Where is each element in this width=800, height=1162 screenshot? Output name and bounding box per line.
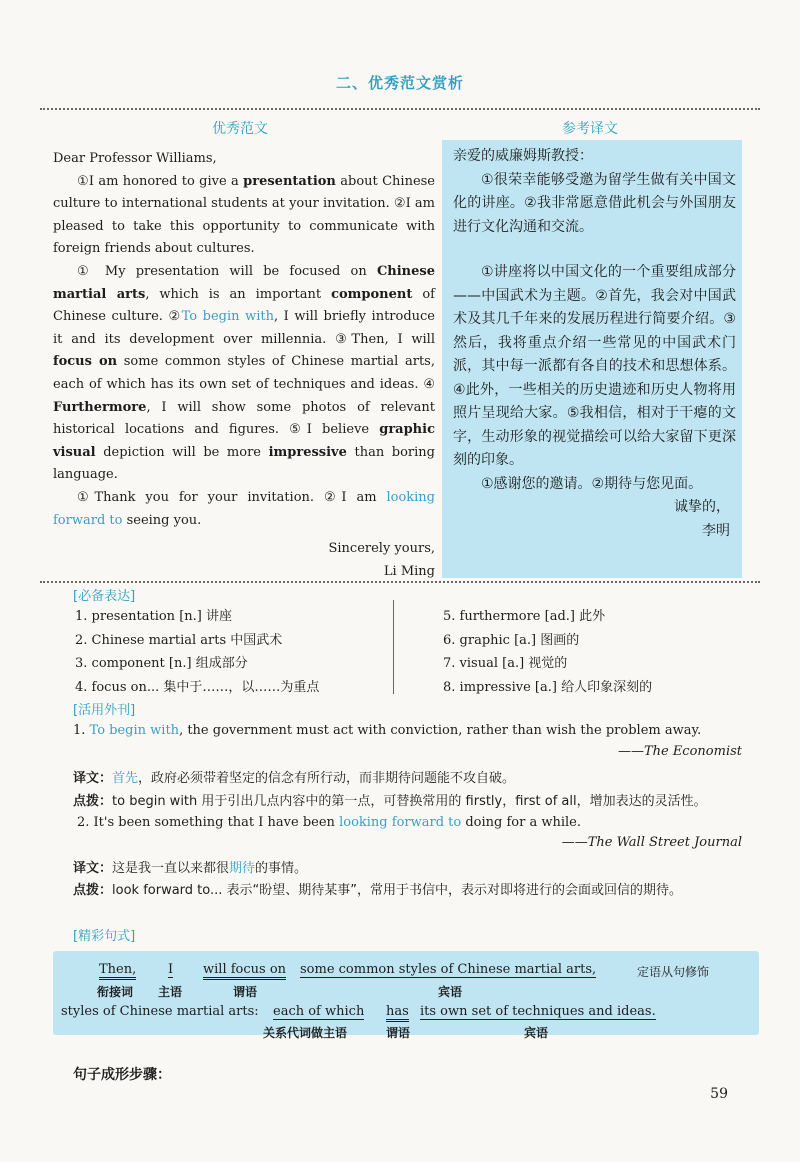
sentence-steps-label: 句子成形步骤： (73, 1067, 171, 1083)
text-run: ① My presentation will be focused on (77, 263, 377, 279)
section-label-apply: [活用外刊] (73, 703, 136, 718)
translation-text (453, 145, 736, 543)
tip-label: 点拨： (73, 794, 113, 809)
section-label-expressions: [必备表达] (73, 589, 136, 604)
vocab-list-right (443, 605, 652, 699)
translation-paragraph-1: ①很荣幸能够受邀为留学生做有关中国文化的讲座。②我非常愿意借此机会与外国朋友进行文化沟通和交流。 (453, 171, 736, 235)
text-run: some common styles of Chinese martial arts, each of which has its own set of techniques and ideas. ④ (53, 354, 435, 392)
translation-highlight: 首先 (112, 771, 139, 786)
analysis-word-subject: I (168, 962, 174, 977)
example-2-phrase: looking forward to (339, 815, 462, 830)
vocab-item: 7. visual [a.] 视觉的 (443, 656, 568, 671)
essay-signature: Li Ming (383, 563, 435, 579)
tip-text: to begin with 用于引出几点内容中的第一点，可替换常用的 firstly，first of all，增加表达的灵活性。 (112, 794, 707, 809)
analysis-word-verb: will focus on (203, 962, 286, 977)
vocab-list-left (75, 605, 319, 699)
translation-label: 译文： (73, 861, 113, 876)
translation-closing: 诚挚的， (674, 499, 730, 515)
vocab-divider (393, 600, 394, 694)
label-relative-pronoun-subject: 关系代词做主语 (263, 1026, 348, 1040)
translation-text: ，政府必须带着坚定的信念有所行动，而非期待问题能不攻自破。 (138, 771, 516, 786)
key-term: graphic visual (53, 422, 435, 460)
essay-greeting: Dear Professor Williams, (53, 151, 217, 166)
page-title: 二、优秀范文赏析 (335, 74, 464, 92)
translation-text-end: 的事情。 (255, 861, 308, 876)
text-run: ①I am honored to give a (77, 173, 244, 189)
example-1-tip (73, 791, 748, 813)
text-run: of Chinese culture. ② (53, 286, 435, 325)
analysis-word-then: Then, (99, 962, 136, 977)
analysis-word-relative: each of which (273, 1004, 365, 1019)
key-term: focus on (53, 354, 118, 370)
example-1-phrase: To begin with (89, 723, 180, 738)
analysis-word-object: some common styles of Chinese martial arts, (300, 962, 597, 977)
label-predicate-2: 谓语 (386, 1026, 411, 1040)
analysis-word-has: has (386, 1004, 409, 1019)
example-2-text: 2. It's been something that I have been (77, 815, 340, 830)
vocab-item: 2. Chinese martial arts 中国武术 (75, 632, 283, 648)
text-run: , which is an important (145, 286, 332, 302)
highlight-phrase: To begin with (181, 309, 274, 325)
text-run: than boring language. (53, 444, 435, 483)
example-1-text: , the government must act with conviction, rather than wish the problem away. (179, 723, 702, 738)
model-essay (53, 148, 435, 583)
text-run: seeing you. (122, 512, 202, 528)
divider-middle (40, 581, 760, 583)
key-term: component (331, 286, 413, 302)
essay-closing: Sincerely yours, (328, 541, 435, 557)
label-predicate: 谓语 (233, 985, 258, 999)
translation-column-title: 参考译文 (562, 121, 618, 137)
translation-greeting: 亲爱的威廉姆斯教授： (453, 148, 593, 164)
analysis-line-2-prefix: styles of Chinese martial arts: (61, 1004, 259, 1019)
label-object: 宾语 (438, 985, 463, 999)
translation-label: 译文： (73, 771, 113, 786)
label-subject: 主语 (158, 985, 183, 999)
translation-signature: 李明 (702, 522, 730, 539)
analysis-word-object-2: its own set of techniques and ideas. (420, 1004, 656, 1019)
translation-text: 这是我一直以来都很 (112, 861, 230, 876)
essay-paragraph-2 (53, 261, 435, 487)
essay-paragraph-3 (53, 487, 435, 532)
essay-column-title: 优秀范文 (212, 121, 268, 137)
vocab-item: 1. presentation [n.] 讲座 (75, 609, 232, 624)
translation-paragraph-3: ①感谢您的邀请。②期待与您见面。 (481, 475, 703, 492)
example-2 (77, 812, 752, 834)
vocab-item: 6. graphic [a.] 图画的 (443, 632, 580, 648)
key-term: presentation (243, 173, 336, 189)
vocab-item: 3. component [n.] 组成部分 (75, 656, 248, 671)
example-2-tip (73, 880, 748, 902)
text-run: about Chinese culture to international students at your invitation. ②I am pleased to take this opportunity to communicate with foreign friends about cultures. (53, 173, 435, 257)
section-label-sentence: [精彩句式] (73, 929, 136, 944)
translation-paragraph-2: ①讲座将以中国文化的一个重要组成部分——中国武术为主题。②首先，我会对中国武术及其几千年来的发展历程进行简要介绍。③然后，我将重点介绍一些常见的中国武术门派，其中每一派都有各自的技术和思想体系。④此外，一些相关的历史遗迹和历史人物将用照片呈现给大家。⑤我相信，相对于干瘪的文字，生动形象的视觉描绘可以给大家留下更深刻的印象。 (453, 264, 736, 468)
label-object-2: 宾语 (524, 1026, 549, 1040)
key-term: Chinese martial arts (53, 263, 435, 302)
translation-highlight: 期待 (229, 861, 256, 876)
key-term: Furthermore (53, 399, 147, 415)
highlight-phrase: looking forward to (53, 489, 435, 528)
example-1-translation (73, 768, 748, 790)
vocab-item: 5. furthermore [ad.] 此外 (443, 609, 606, 624)
divider-top (40, 108, 760, 110)
tip-label: 点拨： (73, 883, 113, 898)
label-conjunction: 衔接词 (97, 985, 134, 999)
example-1: 1. To begin with, the government must act with conviction, rather than wish the problem away. (73, 723, 702, 738)
text-run: depiction will be more (95, 444, 269, 460)
vocab-item: 8. impressive [a.] 给人印象深刻的 (443, 679, 653, 695)
key-term: impressive (268, 444, 347, 460)
text-run: , I will briefly introduce it and its development over millennia. ③Then, I will (53, 309, 435, 347)
text-run: ①Thank you for your invitation. ②I am (77, 489, 387, 505)
example-1-source: ——The Economist (617, 744, 742, 759)
example-2-text-end: doing for a while. (461, 815, 581, 830)
example-2-source: ——The Wall Street Journal (561, 835, 742, 850)
vocab-item: 4. focus on... 集中于……，以……为重点 (75, 679, 320, 695)
example-2-translation (73, 858, 748, 880)
page-number: 59 (710, 1086, 728, 1102)
tip-text: look forward to... 表示“盼望、期待某事”，常用于书信中，表示对即将进行的会面或回信的期待。 (112, 883, 682, 898)
analysis-note: 定语从句修饰 (637, 965, 710, 979)
essay-paragraph-1 (53, 171, 435, 261)
text-run: , I will show some photos of relevant historical locations and figures. ⑤I believe (53, 399, 435, 438)
